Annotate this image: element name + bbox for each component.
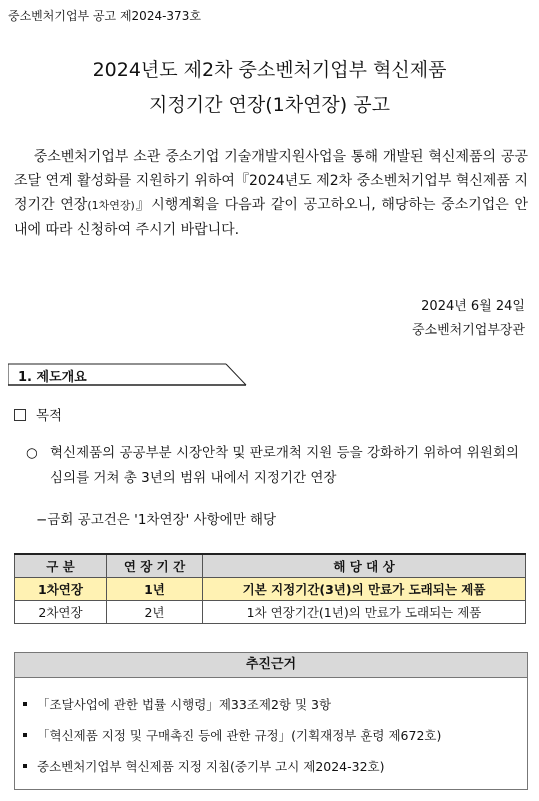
issuer-name: 중소벤처기업부장관 bbox=[411, 323, 525, 338]
square-bullet-icon bbox=[23, 733, 27, 737]
table-cell: 1차연장 bbox=[15, 578, 107, 601]
table-header-category: 구 분 bbox=[15, 554, 107, 578]
table-header-target: 해 당 대 상 bbox=[203, 554, 526, 578]
table-cell: 기본 지정기간(3년)의 만료가 도래되는 제품 bbox=[203, 578, 526, 601]
purpose-item bbox=[14, 404, 62, 424]
checkbox-square-icon bbox=[14, 409, 26, 421]
announcement-body bbox=[14, 145, 528, 242]
circle-bullet-icon: ○ bbox=[26, 445, 38, 461]
page-title-line1: 2024년도 제2차 중소벤처기업부 혁신제품 bbox=[92, 59, 447, 81]
list-item-text: 중소벤처기업부 혁신제품 지정 지침(중기부 고시 제2024-32호) bbox=[37, 759, 385, 774]
list-item bbox=[23, 726, 441, 744]
list-item bbox=[23, 695, 331, 713]
list-item-text: 「조달사업에 관한 법률 시행령」제33조제2항 및 3항 bbox=[37, 697, 332, 712]
body-part3: 』시행계획을 다음과 같이 공고하오니, 해당하는 중소기업은 안내에 따라 신청하여 주시기 바랍니다. bbox=[14, 197, 529, 238]
notice-number: 중소벤처기업부 공고 제2024-373호 bbox=[8, 9, 201, 23]
purpose-text: 혁신제품의 공공부분 시장안착 및 판로개척 지원 등을 강화하기 위하여 위원회의 심의를 거쳐 총 3년의 범위 내에서 지정기간 연장 bbox=[50, 445, 519, 486]
page-title-line2: 지정기간 연장(1차연장) 공고 bbox=[149, 94, 390, 116]
legal-basis-heading: 추진근거 bbox=[15, 653, 527, 678]
purpose-detail bbox=[26, 441, 526, 491]
list-item-text: 「혁신제품 지정 및 구매촉진 등에 관한 규정」(기획재정부 훈령 제672호) bbox=[37, 728, 442, 743]
purpose-note: −금회 공고건은 '1차연장' 사항에만 해당 bbox=[36, 512, 277, 528]
table-header-period: 연 장 기 간 bbox=[107, 554, 203, 578]
list-item bbox=[23, 757, 385, 775]
square-bullet-icon bbox=[23, 764, 27, 768]
section1-heading bbox=[8, 363, 246, 385]
table-row bbox=[15, 601, 526, 624]
table-cell: 1년 bbox=[107, 578, 203, 601]
body-part1: 중소벤처기업부 소관 중소기업 기술개발지원사업을 통해 개발된 혁신제품의 공공조달 연계 활성화를 지원하기 위하여『2024년도 제2차 중소벤처기업부 혁신제품 지정기간 연장 bbox=[14, 149, 528, 213]
legal-basis-box bbox=[14, 652, 528, 790]
section1-heading-label: 1. 제도개요 bbox=[18, 370, 87, 385]
purpose-label: 목적 bbox=[36, 408, 63, 424]
table-cell: 1차 연장기간(1년)의 만료가 도래되는 제품 bbox=[203, 601, 526, 624]
extension-scope-table bbox=[14, 553, 526, 624]
table-cell: 2차연장 bbox=[15, 601, 107, 624]
square-bullet-icon bbox=[23, 702, 27, 706]
table-cell: 2년 bbox=[107, 601, 203, 624]
table-row bbox=[15, 578, 526, 601]
body-part2: (1차연장) bbox=[87, 199, 135, 212]
announcement-date: 2024년 6월 24일 bbox=[421, 299, 525, 314]
